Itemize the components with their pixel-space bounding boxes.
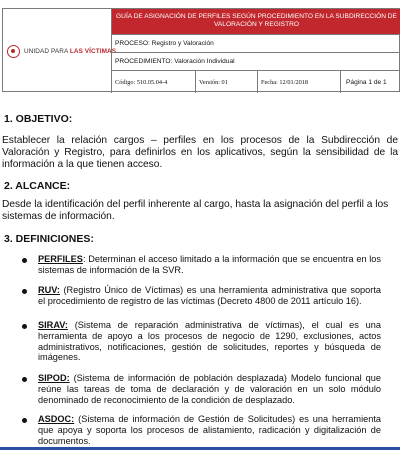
document-date: Fecha: 12/01/2018 bbox=[258, 71, 341, 93]
definition-text: (Sistema de información de Gestión de Solicitudes) es una herramienta que apoya y soporta los procesos de alistamiento, radicación y digitalización de documentos. bbox=[38, 414, 381, 446]
bullet-icon bbox=[22, 289, 27, 294]
objective-heading: 1. OBJETIVO: bbox=[4, 113, 73, 125]
document-header-table bbox=[2, 8, 400, 92]
logo bbox=[3, 9, 117, 93]
definition-term: SIPOD: bbox=[38, 373, 70, 383]
objective-text: Establecer la relación cargos – perfiles en los procesos de la Subdirección de Valoración y Registro, para definirlos en los aplicativos, según la sensibilidad de la información a la que tienen acceso. bbox=[2, 135, 398, 170]
bullet-icon bbox=[22, 258, 27, 263]
definitions-heading: 3. DEFINICIONES: bbox=[4, 233, 94, 245]
logo-bold: LAS VÍCTIMAS bbox=[69, 47, 117, 55]
definition-term: SIRAV: bbox=[38, 320, 68, 330]
procedure-row: PROCEDIMIENTO: Valoración Individual bbox=[112, 52, 400, 70]
document-title: GUÍA DE ASIGNACIÓN DE PERFILES SEGÚN PROCEDIMIENTO EN LA SUBDIRECCIÓN DE VALORACIÓN Y REGISTRO bbox=[112, 9, 400, 34]
definition-text: (Sistema de información de población desplazada) Modelo funcional que reúne las tareas de toma de declaración y de valoración en un solo módulo denominado de reconocimiento de la condición de desplazado. bbox=[38, 373, 381, 405]
seal-icon bbox=[7, 45, 20, 58]
definition-text: (Registro Único de Víctimas) es una herramienta administrativa que soporta el procedimiento de registro de las víctimas (Decreto 4800 de 2011 artículo 16). bbox=[38, 285, 381, 306]
document-version: Versión: 01 bbox=[196, 71, 258, 93]
definition-term: RUV: bbox=[38, 285, 60, 295]
scope-heading: 2. ALCANCE: bbox=[4, 180, 71, 192]
definition-text: (Sistema de reparación administrativa de víctimas), el cual es una herramienta de apoyo a los procesos de negocio de 1290, exclusiones, actos administrativos, notificaciones, gestión de solicitudes, reportes y búsqueda de imágenes. bbox=[38, 320, 381, 363]
logo-text bbox=[24, 48, 116, 55]
process-row: PROCESO: Registro y Valoración bbox=[112, 34, 400, 52]
bullet-icon bbox=[22, 418, 27, 423]
bullet-icon bbox=[22, 324, 27, 329]
page-number: Página 1 de 1 bbox=[346, 78, 387, 86]
logo-prefix: UNIDAD PARA bbox=[24, 47, 68, 55]
scope-text: Desde la identificación del perfil inherente al cargo, hasta la asignación del perfil a los sistemas de información. bbox=[2, 199, 389, 222]
definition-text: : Determinan el acceso limitado a la información que se encuentra en los sistemas de información de la SVR. bbox=[38, 254, 381, 275]
bullet-icon bbox=[22, 377, 27, 382]
document-code: Código: 510.05.04-4 bbox=[112, 71, 196, 93]
definition-term: PERFILES bbox=[38, 254, 83, 264]
meta-row bbox=[112, 70, 400, 93]
definition-term: ASDOC: bbox=[38, 414, 75, 424]
